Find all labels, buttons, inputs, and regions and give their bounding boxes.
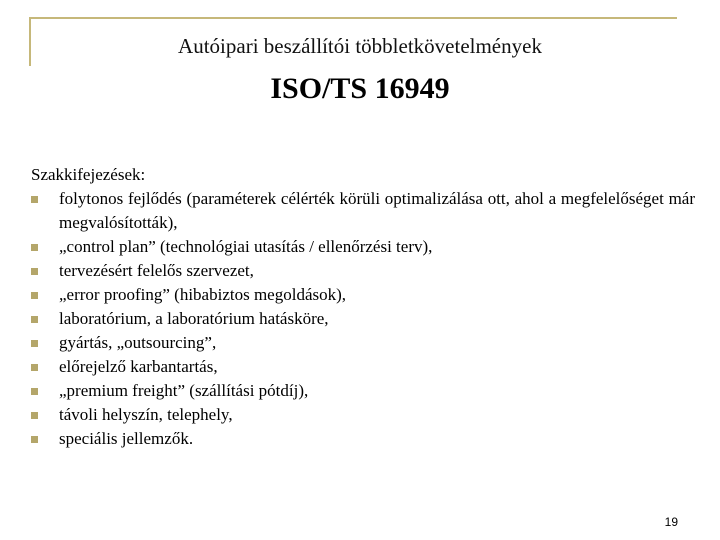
list-item-text: „control plan” (technológiai utasítás / ellenőrzési terv), <box>59 237 433 256</box>
list-item <box>31 235 695 259</box>
list-item <box>31 259 695 283</box>
list-item-text: tervezésért felelős szervezet, <box>59 261 254 280</box>
list-item-text: gyártás, „outsourcing”, <box>59 333 217 352</box>
slide-subtitle: Autóipari beszállítói többletkövetelmények <box>178 34 542 58</box>
slide-content <box>31 163 695 451</box>
square-bullet-icon <box>31 340 38 347</box>
slide-title: ISO/TS 16949 <box>270 72 450 105</box>
square-bullet-icon <box>31 268 38 275</box>
square-bullet-icon <box>31 196 38 203</box>
square-bullet-icon <box>31 364 38 371</box>
list-item-text: előrejelző karbantartás, <box>59 357 218 376</box>
list-item <box>31 427 695 451</box>
list-item <box>31 355 695 379</box>
list-item <box>31 187 695 235</box>
terms-list <box>31 187 695 451</box>
list-item <box>31 307 695 331</box>
list-item <box>31 331 695 355</box>
square-bullet-icon <box>31 292 38 299</box>
square-bullet-icon <box>31 436 38 443</box>
list-item-text: speciális jellemzők. <box>59 429 194 448</box>
terms-heading: Szakkifejezések: <box>31 165 146 184</box>
frame-top-line <box>29 17 677 19</box>
square-bullet-icon <box>31 316 38 323</box>
square-bullet-icon <box>31 412 38 419</box>
square-bullet-icon <box>31 388 38 395</box>
square-bullet-icon <box>31 244 38 251</box>
list-item-text: „premium freight” (szállítási pótdíj), <box>59 381 309 400</box>
list-item-text: laboratórium, a laboratórium hatásköre, <box>59 309 329 328</box>
list-item <box>31 403 695 427</box>
list-item <box>31 379 695 403</box>
list-item-text: „error proofing” (hibabiztos megoldások), <box>59 285 347 304</box>
list-item <box>31 283 695 307</box>
list-item-text: folytonos fejlődés (paraméterek célérték körüli optimalizálása ott, ahol a megfelelőséget már megvalósították), <box>59 189 695 232</box>
page-number: 19 <box>664 515 678 529</box>
list-item-text: távoli helyszín, telephely, <box>59 405 233 424</box>
